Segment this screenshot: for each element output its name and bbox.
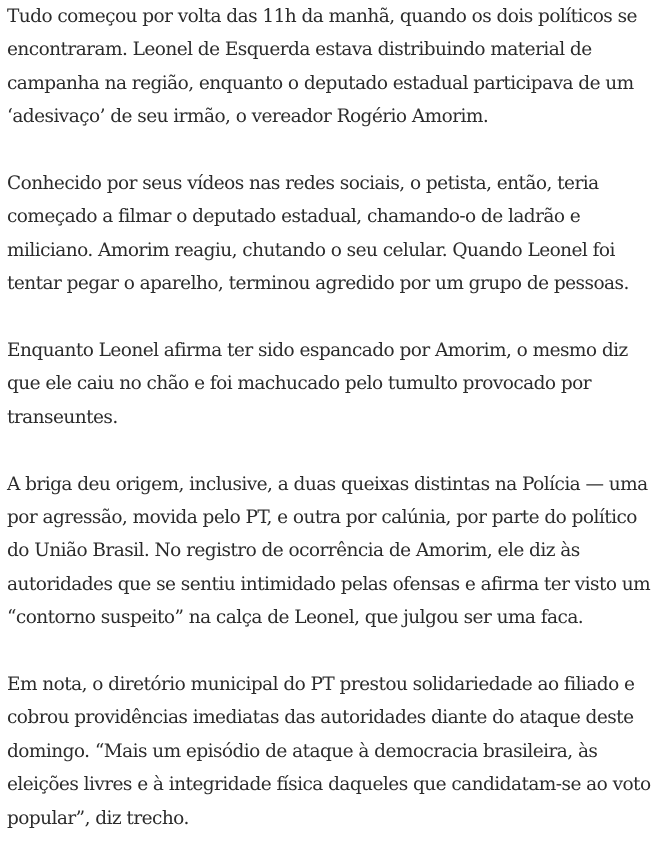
paragraph-line: autoridades que se sentiu intimidado pelas ofensas e afirma ter visto um: [7, 573, 651, 595]
article-body: [7, 0, 649, 868]
paragraph-4: [7, 468, 649, 635]
paragraph-2: [7, 167, 649, 301]
paragraph-line: Em nota, o diretório municipal do PT prestou solidariedade ao filiado e: [7, 674, 635, 696]
paragraph-line: que ele caiu no chão e foi machucado pelo tumulto provocado por: [7, 373, 592, 395]
paragraph-line: “contorno suspeito” na calça de Leonel, que julgou ser uma faca.: [7, 607, 584, 629]
paragraph-line: A briga deu origem, inclusive, a duas queixas distintas na Polícia — uma: [7, 473, 648, 495]
paragraph-line: popular”, diz trecho.: [7, 807, 189, 829]
paragraph-line: domingo. “Mais um episódio de ataque à democracia brasileira, às: [7, 740, 598, 762]
paragraph-line: tentar pegar o aparelho, terminou agredido por um grupo de pessoas.: [7, 273, 629, 295]
paragraph-1: [7, 0, 649, 134]
paragraph-line: começado a filmar o deputado estadual, chamando-o de ladrão e: [7, 206, 581, 228]
paragraph-5: [7, 668, 649, 835]
paragraph-line: ‘adesivaço’ de seu irmão, o vereador Rogério Amorim.: [7, 106, 489, 128]
paragraph-line: eleições livres e à integridade física daqueles que candidatam-se ao voto: [7, 774, 651, 796]
paragraph-line: do União Brasil. No registro de ocorrência de Amorim, ele diz às: [7, 540, 580, 562]
paragraph-line: Enquanto Leonel afirma ter sido espancado por Amorim, o mesmo diz: [7, 340, 628, 362]
paragraph-line: cobrou providências imediatas das autoridades diante do ataque deste: [7, 707, 634, 729]
paragraph-line: transeuntes.: [7, 406, 118, 428]
paragraph-line: por agressão, movida pelo PT, e outra por calúnia, por parte do político: [7, 507, 637, 529]
paragraph-3: [7, 334, 649, 434]
paragraph-line: campanha na região, enquanto o deputado estadual participava de um: [7, 72, 634, 94]
paragraph-line: miliciano. Amorim reagiu, chutando o seu celular. Quando Leonel foi: [7, 239, 615, 261]
paragraph-line: Tudo começou por volta das 11h da manhã, quando os dois políticos se: [7, 6, 637, 27]
paragraph-line: encontraram. Leonel de Esquerda estava distribuindo material de: [7, 39, 592, 61]
paragraph-line: Conhecido por seus vídeos nas redes sociais, o petista, então, teria: [7, 173, 599, 195]
